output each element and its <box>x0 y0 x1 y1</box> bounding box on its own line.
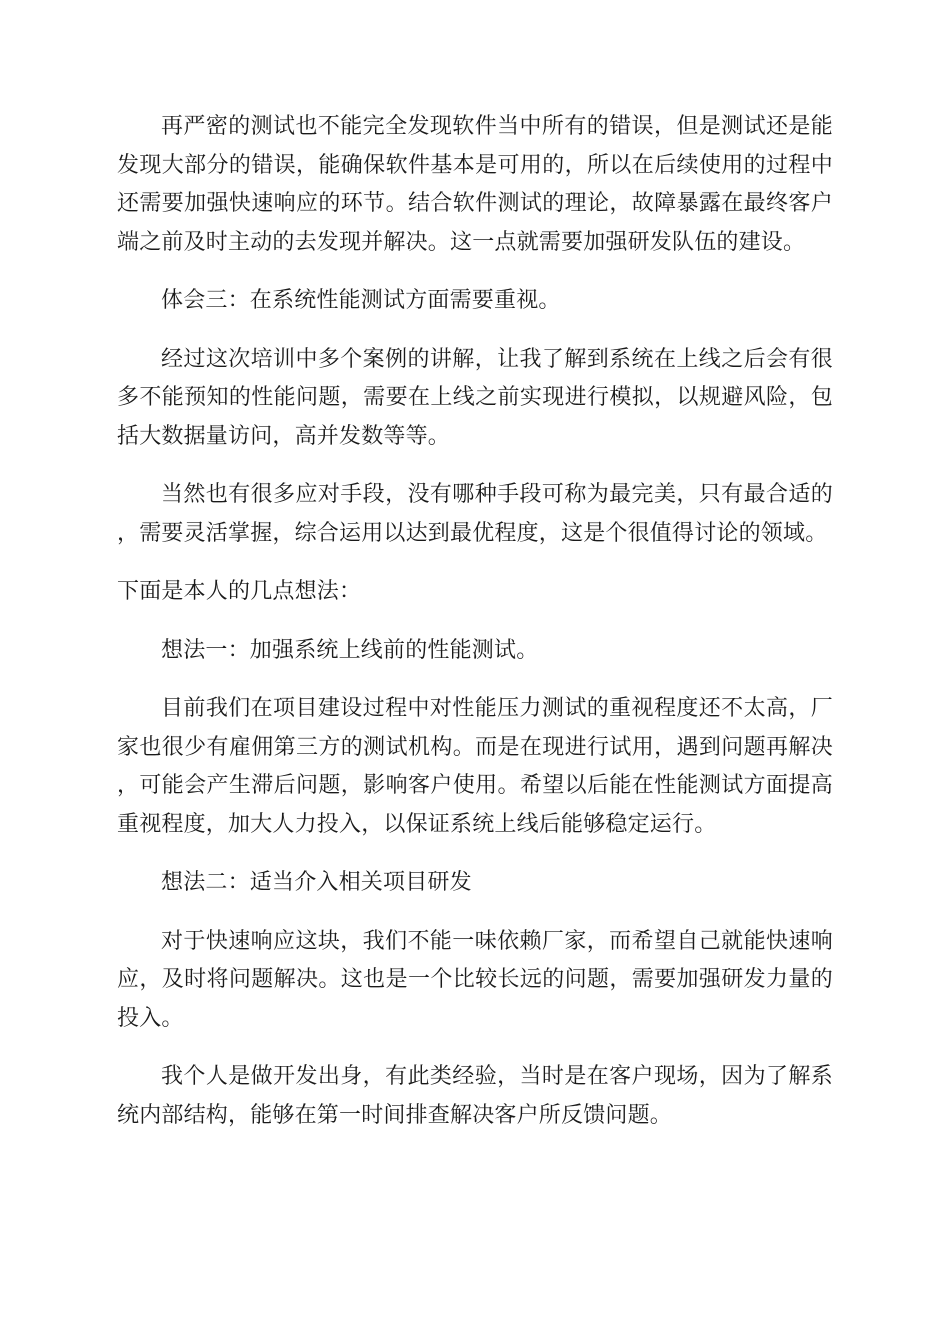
heading-thought-one: 想法一：加强系统上线前的性能测试。 <box>161 637 539 663</box>
document-body <box>117 108 833 1155</box>
paragraph-training-cases: 经过这次培训中多个案例的讲解，让我了解到系统在上线之后会有很多不能预知的性能问题，需要在上线之前实现进行模拟，以规避风险，包括大数据量访问，高并发数等等。 <box>117 346 833 449</box>
heading-thought-two: 想法二：适当介入相关项目研发 <box>161 870 472 895</box>
paragraph-quick-response: 对于快速响应这块，我们不能一味依赖厂家，而希望自己就能快速响应，及时将问题解决。这也是一个比较长远的问题，需要加强研发力量的投入。 <box>117 928 833 1031</box>
heading-personal-thoughts: 下面是本人的几点想法： <box>117 579 362 604</box>
heading-insight-three: 体会三：在系统性能测试方面需要重视。 <box>161 288 561 313</box>
paragraph-personal-experience: 我个人是做开发出身，有此类经验，当时是在客户现场，因为了解系统内部结构，能够在第一时间排查解决客户所反馈问题。 <box>117 1064 833 1128</box>
paragraph-performance-testing: 目前我们在项目建设过程中对性能压力测试的重视程度还不太高，厂家也很少有雇佣第三方的测试机构。而是在现进行试用，遇到问题再解决，可能会产生滞后问题，影响客户使用。希望以后能在性能测试方面提高重视程度，加大人力投入，以保证系统上线后能够稳定运行。 <box>117 696 833 837</box>
paragraph-coping-methods: 当然也有很多应对手段，没有哪种手段可称为最完美，只有最合适的，需要灵活掌握，综合运用以达到最优程度，这是个很值得讨论的领域。 <box>117 482 833 546</box>
paragraph-testing-limits: 再严密的测试也不能完全发现软件当中所有的错误，但是测试还是能发现大部分的错误，能确保软件基本是可用的，所以在后续使用的过程中还需要加强快速响应的环节。结合软件测试的理论，故障暴露在最终客户端之前及时主动的去发现并解决。这一点就需要加强研发队伍的建设。 <box>117 114 833 255</box>
